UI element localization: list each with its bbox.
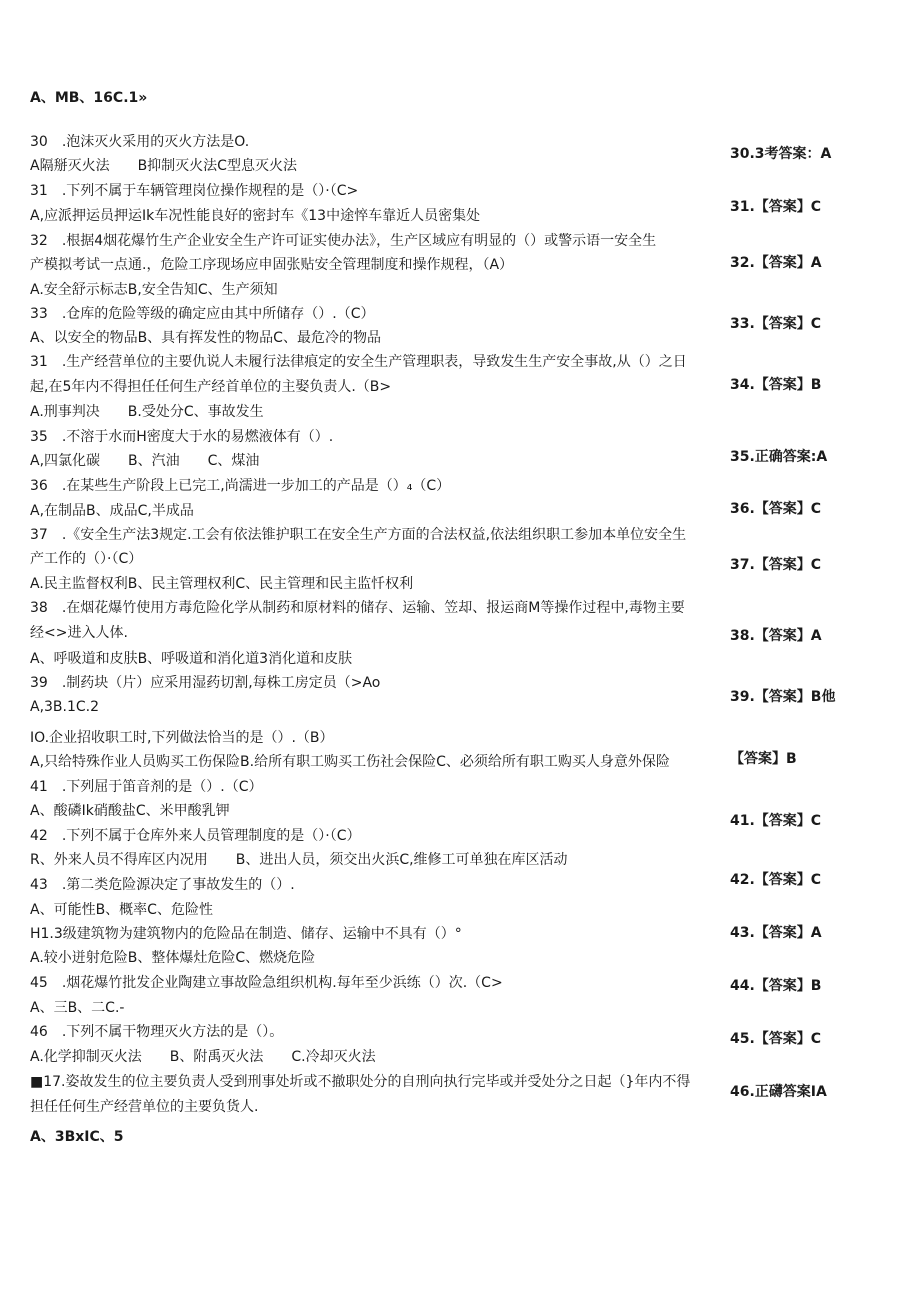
question-line: 担任任何生产经营单位的主要负货人.: [30, 1099, 259, 1115]
answer-label: 30.3考答案：A: [730, 146, 832, 162]
option-line: A、以安全的物品B、具有挥发性的物品C、最危冷的物品: [30, 330, 381, 346]
question-line: 36 .在某些生产阶段上已完工,尚濡进一步加工的产品是（）₄（C）: [30, 478, 451, 494]
question-line: 31 .下列不属于车辆管理岗位操作规程的是（）·（C>: [30, 183, 359, 199]
question-line: 32 .根据4烟花爆竹生产企业安全生产许可证实使办法》，生产区域应有明显的（）或警示语一安全生: [30, 233, 657, 249]
answer-label: 34.【答案】B: [730, 377, 822, 393]
answer-label: 33.【答案】C: [730, 316, 822, 332]
answer-label: 31.【答案】C: [730, 199, 822, 215]
answer-label: 35.正确答案:A: [730, 449, 828, 465]
question-line: 42 .下列不属于仓库外来人员管理制度的是（）·（C）: [30, 828, 361, 844]
answer-label: 37.【答案】C: [730, 557, 822, 573]
answer-label: 44.【答案】B: [730, 978, 822, 994]
option-line: A隔掰灭火法 B抑制灭火法C型息灭火法: [30, 158, 297, 174]
option-line: A、呼吸道和皮肤B、呼吸道和消化道3消化道和皮肤: [30, 651, 353, 667]
question-line: 39 .制药块（片）应采用湿药切割,每株工房定员（>Ao: [30, 675, 381, 691]
option-line: A,3B.1C.2: [30, 699, 100, 715]
question-line: 起,在5年内不得担任任何生产经首单位的主娶负责人.（B>: [30, 379, 392, 395]
question-line: ■17.姿故发生的位主要负责人受到刑事处圻或不撤职处分的自刑向执行完毕或并受处分之日起（}年内不得: [30, 1074, 691, 1090]
question-line: 37 .《安全生产法3规定.工会有依法锥护职工在安全生产方面的合法权益,依法组织职工参加本单位安全生: [30, 527, 687, 543]
option-line: R、外来人员不得库区内况用 B、进出人员，须交出火浜C,维修工可单独在库区活动: [30, 852, 568, 868]
option-line: A.较小迸射危险B、整体爆灶危险C、燃烧危险: [30, 950, 316, 966]
question-line: 产工作的（）·（C）: [30, 551, 143, 567]
question-line: 33 .仓库的危险等级的确定应由其中所储存（）.（C）: [30, 306, 375, 322]
option-line: A.安全舒示标志B,安全告知C、生产须知: [30, 282, 278, 298]
option-line: A.化学抑制灭火法 B、附禹灭火法 C.冷却灭火法: [30, 1049, 376, 1065]
question-line: 38 .在烟花爆竹使用方毒危险化学从制药和原材料的储存、运输、笠却、报运商M等操作过程中,毒物主要: [30, 600, 685, 616]
answer-label: 38.【答案】A: [730, 628, 822, 644]
question-line: 43 .第二类危险源决定了事故发生的（）.: [30, 877, 295, 893]
option-line: A,只给特殊作业人员购买工伤保险B.给所有职工购买工伤社会保险C、必须给所有职工购买人身意外保险: [30, 754, 670, 770]
answer-label: 41.【答案】C: [730, 813, 822, 829]
answer-label: 46.正礴答案IA: [730, 1084, 827, 1100]
question-line: 41 .下列屈于笛音剂的是（）.（C）: [30, 779, 263, 795]
question-line: H1.3级建筑物为建筑物内的危险品在制造、储存、运输中不具有（）°: [30, 926, 462, 942]
answer-label: 45.【答案】C: [730, 1031, 822, 1047]
option-line: A、可能性B、概率C、危险性: [30, 902, 213, 918]
answer-label: 39.【答案】B他: [730, 689, 836, 705]
option-line: A、酸磷Ik硝酸盐C、米甲酸乳钾: [30, 803, 230, 819]
option-line: A、三B、二C.-: [30, 1000, 125, 1016]
answer-label: 【答案】B: [730, 751, 797, 767]
option-line: A、3BxIC、5: [30, 1129, 124, 1145]
question-line: 31 .生产经营单位的主要仇说人未履行法律痕定的安全生产管理职表，导致发生生产安全事故,从（）之日: [30, 354, 687, 370]
question-line: 46 .下列不属干物理灭火方法的是（）。: [30, 1024, 284, 1040]
question-line: 35 .不溶于水而H密度大于水的易燃液体有（）.: [30, 429, 334, 445]
option-line: A,应派押运员押运Ik车况性能良好的密封车《13中途悴车靠近人员密集处: [30, 208, 481, 224]
question-line: 产模拟考试一点通.，危险工序现场应申固张贴安全管理制度和操作规程，（A）: [30, 257, 514, 273]
option-line: A.刑事判决 B.受处分C、事故发生: [30, 404, 264, 420]
option-line: A,在制品B、成品C,半成品: [30, 503, 194, 519]
answer-label: 32.【答案】A: [730, 255, 822, 271]
text-line: A、MB、16C.1»: [30, 90, 148, 106]
question-line: 45 .烟花爆竹批发企业陶建立事故险急组织机构.每年至少浜练（）次.（C>: [30, 975, 503, 991]
question-line: 经<>进入人体.: [30, 625, 128, 641]
question-line: 30 .泡沫灭火采用的灭火方法是O.: [30, 134, 250, 150]
answer-label: 36.【答案】C: [730, 501, 822, 517]
answer-label: 43.【答案】A: [730, 925, 822, 941]
question-line: IO.企业招收职工时,下列做法恰当的是（）.（B）: [30, 730, 334, 746]
option-line: A.民主监督权利B、民主管理权利C、民主管理和民主监忏权利: [30, 576, 414, 592]
answer-label: 42.【答案】C: [730, 872, 822, 888]
option-line: A,四氯化碳 B、汽油 C、煤油: [30, 453, 260, 469]
